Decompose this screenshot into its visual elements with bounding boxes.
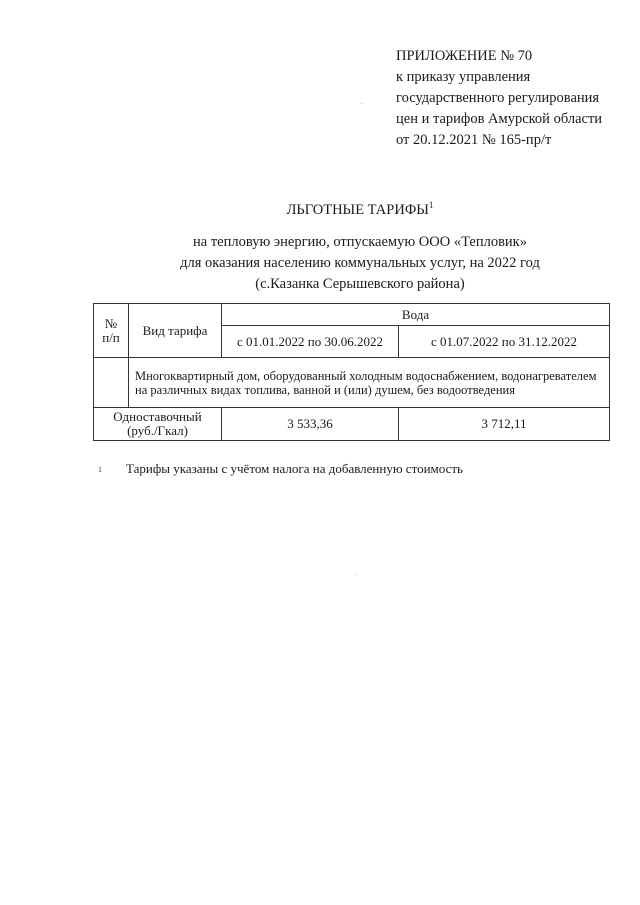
appendix-order-line: к приказу управления: [396, 69, 531, 85]
scan-speck: [356, 574, 357, 575]
document-title: [0, 202, 640, 219]
footnote: [98, 461, 463, 477]
title-footnote-mark: 1: [428, 200, 434, 210]
period-2-header: с 01.07.2022 по 31.12.2022: [399, 326, 610, 358]
group-header: Вода: [222, 304, 610, 326]
appendix-number: ПРИЛОЖЕНИЕ № 70: [396, 48, 533, 64]
appendix-authority-line: государственного регулирования: [396, 90, 600, 106]
tariff-value-period-1: 3 533,36: [222, 408, 399, 441]
tariff-kind-unit: (руб./Гкал): [127, 423, 188, 438]
document-subtitle: [0, 232, 640, 295]
num-header-symbol: №: [104, 315, 118, 331]
table-row: [94, 408, 610, 441]
subtitle-line-3: (с.Казанка Серышевского района): [255, 276, 465, 292]
appendix-block: [396, 46, 636, 151]
tariff-table: [93, 303, 610, 441]
tariff-kind-name: Одноставочный: [113, 409, 202, 424]
header-row-top: [94, 304, 610, 326]
num-header-abbr: п/п: [102, 329, 120, 345]
scan-speck: [361, 103, 362, 104]
footnote-text: Тарифы указаны с учётом налога на добавленную стоимость: [126, 461, 463, 476]
category-row: [94, 358, 610, 408]
footnote-mark: 1: [98, 465, 102, 474]
appendix-order-date: от 20.12.2021 № 165-пр/т: [396, 132, 552, 148]
num-header: [94, 304, 129, 358]
kind-header: Вид тарифа: [129, 304, 222, 358]
category-num-cell: [94, 358, 129, 408]
period-1-header: с 01.01.2022 по 30.06.2022: [222, 326, 399, 358]
tariff-kind-cell: [94, 408, 222, 441]
category-description: Многоквартирный дом, оборудованный холодным водоснабжением, водонагревателем на различных видах топлива, ванной и (или) душем, без водоотведения: [129, 358, 610, 408]
title-text: ЛЬГОТНЫЕ ТАРИФЫ: [286, 202, 429, 218]
appendix-region-line: цен и тарифов Амурской области: [396, 111, 603, 127]
subtitle-line-1: на тепловую энергию, отпускаемую ООО «Тепловик»: [193, 234, 527, 250]
tariff-value-period-2: 3 712,11: [399, 408, 610, 441]
subtitle-line-2: для оказания населению коммунальных услуг, на 2022 год: [180, 255, 540, 271]
